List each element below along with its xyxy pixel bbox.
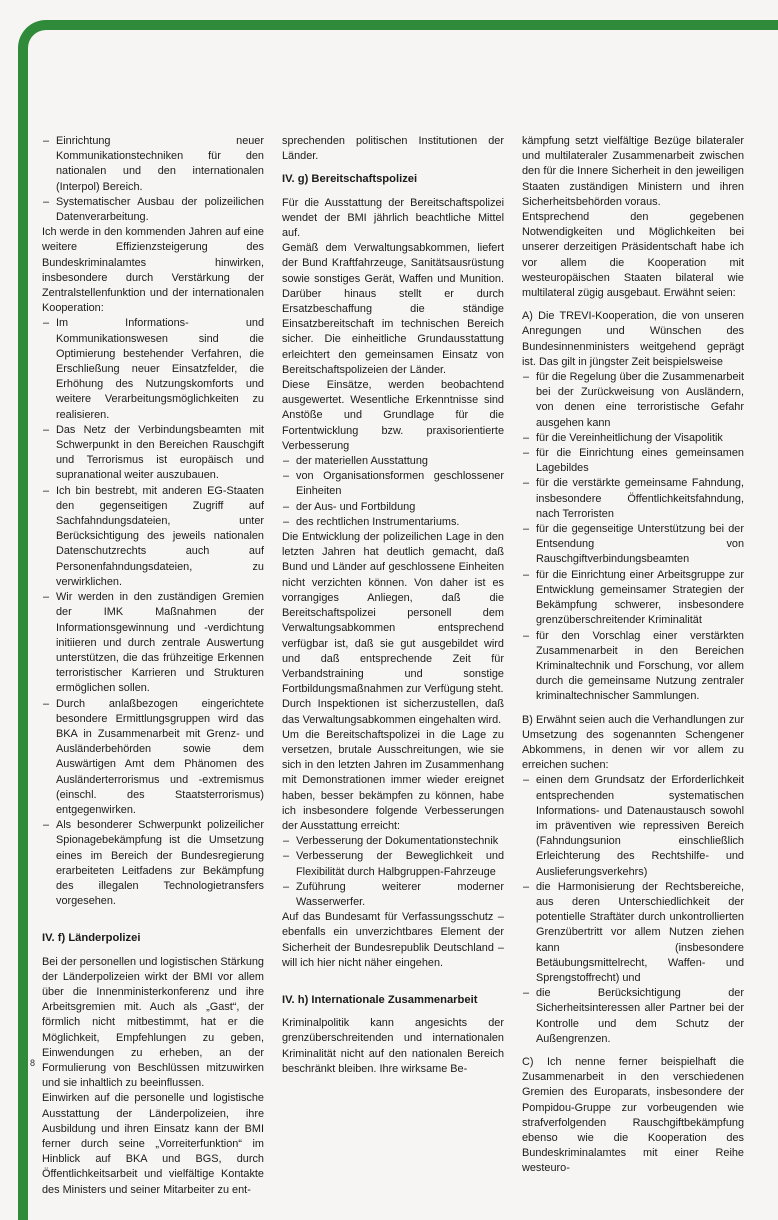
list-item: – die Berücksichtigung der Sicherheitsinteressen aller Partner bei der Kontrolle und dem Schutz der Außengrenzen. [522,986,744,1047]
list-item: – Als besonderer Schwerpunkt polizeilicher Spionagebekämpfung ist die Umsetzung eines im Bereich der Bundesregierung erarbeiteten Leitfadens zur Bekämpfung des illegalen Technologietransfers vorgesehen. [42,818,264,909]
paragraph: A) Die TREVI-Kooperation, die von unseren Anregungen und Wünschen des Bundesinnenministers weitgehend geprägt ist. Das gilt in jüngster Zeit beispielsweise [522,310,744,368]
bullet-list [42,134,264,225]
paragraph: Bei der personellen und logistischen Stärkung der Länderpolizeien wirkt der BMI vor allem über die Innenministerkonferenz und ihre Arbeitsgremien mit. Auch als „Gast“, der förmlich nicht mitbestimmt, hat er die Möglichkeit, Empfehlungen zu geben, Einwendungen zu erheben, an der Formulierung von Beschlüssen mitzuwirken und sie inhaltlich zu beeinflussen. [42,955,264,1090]
paragraph: Auf das Bundesamt für Verfassungsschutz – ebenfalls ein unverzichtbares Element der Sicherheit der Bundesrepublik Deutschland – will ich hier nicht näher eingehen. [282,911,504,969]
list-item: – Verbesserung der Beweglichkeit und Flexibilität durch Halbgruppen-Fahrzeuge [282,849,504,879]
list-item: – von Organisationsformen geschlossener Einheiten [282,469,504,499]
section-heading: IV. f) Länderpolizei [42,932,141,945]
page-number: 8 [30,1058,36,1068]
paragraph: Ich werde in den kommenden Jahren auf eine weitere Effizienzsteigerung des Bundeskriminalamtes hinwirken, insbesondere durch Verstärkung der Zentralstellenfunktion und der internationalen Kooperation: [42,226,264,315]
paragraph: Für die Ausstattung der Bereitschaftspolizei wendet der BMI jährlich beachtliche Mittel auf. [282,196,504,240]
paragraph: Die Entwicklung der polizeilichen Lage in den letzten Jahren hat deutlich gemacht, daß Bund und Länder auf geschlossene Einheiten nicht verzichten können. Von daher ist es vorrangiges Anliegen, daß die Bereitschaftspolizei personell dem Verwaltungsabkommen entsprechend verfügbar ist, daß sie gut ausgebildet wird und daß entsprechende Zeit für Verbandstraining und sonstige Fortbildungsmaßnahmen zur Verfügung steht. [282,531,504,696]
text-column-3 [522,134,744,1177]
list-item: – die Harmonisierung der Rechtsbereiche, aus deren Unterschiedlichkeit der potentielle Straftäter durch unkontrollierten Grenzübertritt vor allem Nutzen ziehen kann (insbesondere Betäubungsmittelrecht, Waffen- und Sprengstoffrecht) und [522,880,744,986]
bullet-list [522,370,744,704]
list-item: – der materiellen Ausstattung [282,454,504,469]
list-item: – für die gegenseitige Unterstützung bei der Entsendung von Rauschgiftverbindungsbeamten [522,522,744,568]
section-heading: IV. g) Bereitschaftspolizei [282,173,418,186]
list-item: – Im Informations- und Kommunikationswesen sind die Optimierung bestehender Verfahren, die Erschließung neuer Einsatzfelder, die Erhöhung des Nutzungskomforts und weitere Verarbeitungsmöglichkeiten zu realisieren. [42,316,264,422]
list-item: – für die Regelung über die Zusammenarbeit bei der Zurückweisung von Ausländern, von denen eine terroristische Gefahr ausgehen kann [522,370,744,431]
text-column-2 [282,134,504,1077]
paragraph: Durch Inspektionen ist sicherzustellen, daß das Verwaltungsabkommen eingehalten wird. [282,698,504,726]
list-item: – Systematischer Ausbau der polizeilichen Datenverarbeitung. [42,195,264,225]
list-item: – Durch anlaßbezogen eingerichtete besondere Ermittlungsgruppen wird das BKA in Zusammenarbeit mit Grenz- und Ausländerbehörden sowie dem Auswärtigen Amt dem Phänomen des Ausländerterrorismus und -extremismus (einschl. des Staatsterrorismus) entgegenwirken. [42,697,264,819]
paragraph: Einwirken auf die personelle und logistische Ausstattung der Länderpolizeien, ihre Ausbildung und ihren Einsatz kann der BMI ferner durch seine „Vorreiterfunktion“ im Hinblick auf BKA und BGS, durch Öffentlichkeitsarbeit und vielfältige Kontakte des Ministers und seiner Mitarbeiter zu ent- [42,1092,264,1196]
bullet-list [522,773,744,1047]
list-item: – des rechtlichen Instrumentariums. [282,515,504,530]
paragraph: kämpfung setzt vielfältige Bezüge bilateraler und multilateraler Zusammenarbeit zwischen den für die Innere Sicherheit in den jeweiligen Staaten zuständigen Ministern und ihren Sicherheitsbehörden voraus. [522,135,744,208]
list-item: – für die Vereinheitlichung der Visapolitik [522,431,744,446]
list-item: – Ich bin bestrebt, mit anderen EG-Staaten den gegenseitigen Zugriff auf Sachfahndungsdateien, unter Berücksichtigung des jeweils nationalen Datenschutzrechts auch auf Personenfahndungsdateien, zu verwirklichen. [42,484,264,590]
section-heading: IV. h) Internationale Zusammenarbeit [282,993,478,1006]
text-column-1 [42,134,264,1198]
paragraph: sprechenden politischen Institutionen der Länder. [282,135,504,163]
list-item: – Verbesserung der Dokumentationstechnik [282,834,504,849]
bullet-list [282,834,504,910]
list-item: – für die Einrichtung eines gemeinsamen Lagebildes [522,446,744,476]
list-item: – für die verstärkte gemeinsame Fahndung, insbesondere Öffentlichkeitsfahndung, nach Terroristen [522,476,744,522]
list-item: – Einrichtung neuer Kommunikationstechniken für den nationalen und den internationalen (Interpol) Bereich. [42,134,264,195]
list-item: – einen dem Grundsatz der Erforderlichkeit entsprechenden systematischen Informations- und Datenaustausch sowohl im präventiven wie repressiven Bereich (Fahndungsunion einschließlich Erleichterung des Rechtshilfe- und Auslieferungsverkehrs) [522,773,744,879]
list-item: – für die Einrichtung einer Arbeitsgruppe zur Entwicklung gemeinsamer Strategien der Bekämpfung schwerer, insbesondere grenzüberschreitender Kriminalität [522,568,744,629]
bullet-list [282,454,504,530]
list-item: – der Aus- und Fortbildung [282,500,504,515]
paragraph: B) Erwähnt seien auch die Verhandlungen zur Umsetzung des sogenannten Schengener Abkommens, in denen wir vor allem zu erreichen suchen: [522,713,744,772]
paragraph: Um die Bereitschaftspolizei in die Lage zu versetzen, brutale Ausschreitungen, wie sie sich in den letzten Jahren im Zusammenhang mit Demonstrationen immer wieder ereignet haben, besser bekämpfen zu können, habe ich insbesondere folgende Verbesserungen der Ausstattung erreicht: [282,728,504,832]
list-item: – Das Netz der Verbindungsbeamten mit Schwerpunkt in den Bereichen Rauschgift und Terrorismus ist europäisch und supranational weiter auszubauen. [42,423,264,484]
list-item: – für den Vorschlag einer verstärkten Zusammenarbeit in den Bereichen Kriminaltechnik und Forschung, vor allem durch die gemeinsame Nutzung zentraler kriminaltechnischer Sammlungen. [522,629,744,705]
paragraph: Gemäß dem Verwaltungsabkommen, liefert der Bund Kraftfahrzeuge, Sanitätsausrüstung sowie sonstiges Gerät, Waffen und Munition. Darüber hinaus stellt er durch Ersatzbeschaffung die ständige Einsatzbereitschaft im technischen Bereich sicher. Die einheitliche Grundausstattung erleichtert den gemeinsamen Einsatz von Bereitschaftspolizeien der Länder. [282,242,504,376]
paragraph: Kriminalpolitik kann angesichts der grenzüberschreitenden und internationalen Kriminalität nicht auf den nationalen Bereich beschränkt bleiben. Ihre wirksame Be- [282,1017,504,1075]
paragraph: Diese Einsätze, werden beobachtend ausgewertet. Wesentliche Erkenntnisse sind Anstöße und Grundlage für die Fortentwicklung bzw. praxisorientierte Verbesserung [282,379,504,452]
bullet-list [42,316,264,909]
paragraph: Entsprechend den gegebenen Notwendigkeiten und Möglichkeiten bei unserer derzeitigen Präsidentschaft habe ich vor allem die Kooperation mit westeuropäischen Staaten bilateral wie multilateral zügig ausgebaut. Erwähnt seien: [522,211,744,300]
paragraph: C) Ich nenne ferner beispielhaft die Zusammenarbeit in den verschiedenen Gremien des Europarats, insbesondere der Pompidou-Gruppe zur vorbeugenden wie strafverfolgenden Rauschgiftbekämpfung ebenso wie die Kooperation des Bundeskriminalamtes mit einer Reihe westeuro- [522,1055,744,1175]
list-item: – Zuführung weiterer moderner Wasserwerfer. [282,880,504,910]
list-item: – Wir werden in den zuständigen Gremien der IMK Maßnahmen der Informationsgewinnung und -verdichtung initiieren und durch zentrale Auswertung unterstützen, die das frühzeitige Erkennen terroristischer Karrieren und Strukturen ermöglichen sollen. [42,590,264,696]
